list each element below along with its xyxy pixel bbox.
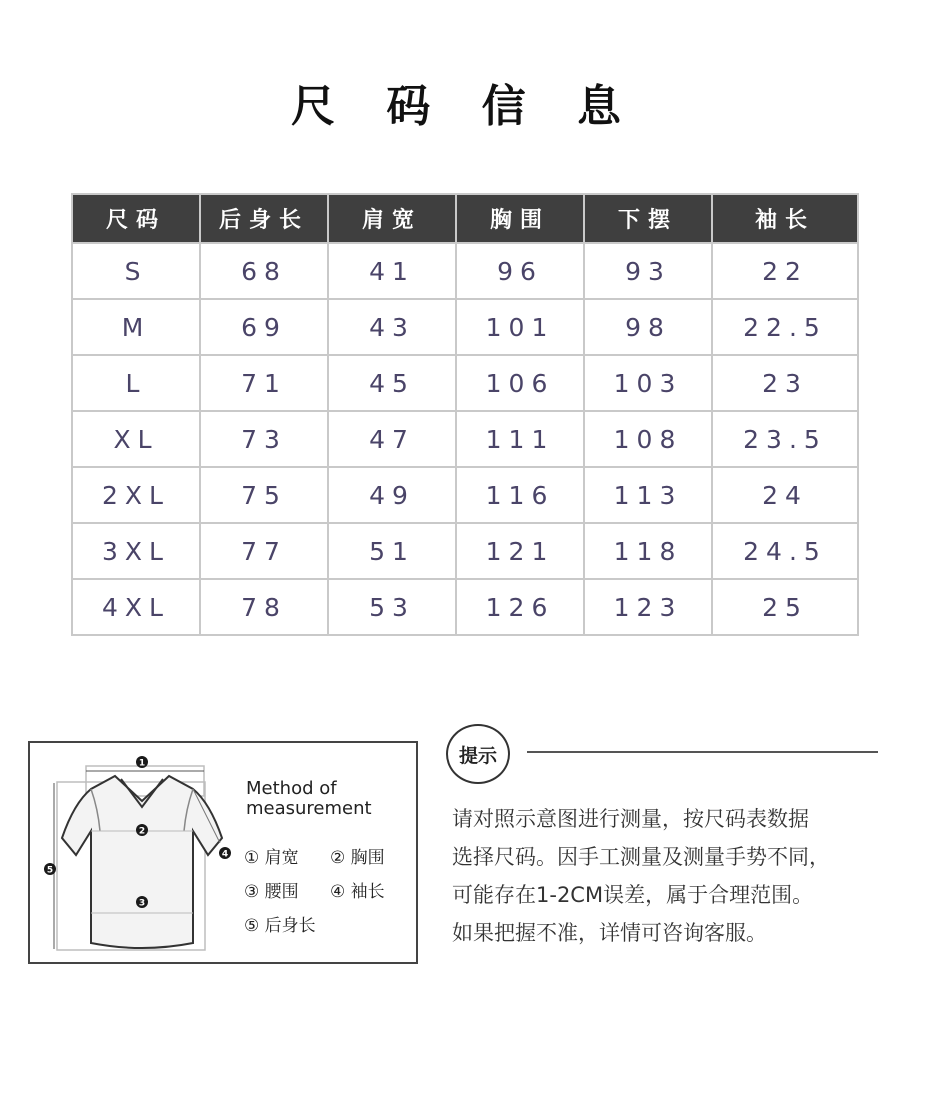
svg-text:4: 4: [221, 849, 229, 860]
table-cell: 2XL: [72, 467, 200, 523]
tip-line-3: 可能存在1-2CM误差，属于合理范围。: [452, 883, 814, 907]
table-cell: M: [72, 299, 200, 355]
table-cell: 22.5: [712, 299, 858, 355]
table-cell: 22: [712, 243, 858, 299]
table-cell: 71: [200, 355, 328, 411]
table-cell: 121: [456, 523, 584, 579]
header-shoulder-width: 肩宽: [328, 194, 456, 243]
table-cell: 69: [200, 299, 328, 355]
table-cell: 111: [456, 411, 584, 467]
legend-shoulder-width: ① 肩宽: [244, 848, 299, 868]
table-cell: 53: [328, 579, 456, 635]
table-cell: 106: [456, 355, 584, 411]
table-row: [72, 411, 858, 467]
table-cell: 73: [200, 411, 328, 467]
legend-back-length: ⑤ 后身长: [244, 916, 316, 936]
svg-text:1: 1: [138, 758, 146, 769]
marker-1-icon: [136, 756, 148, 769]
table-cell: 98: [584, 299, 712, 355]
tip-divider: [527, 751, 878, 753]
table-cell: 75: [200, 467, 328, 523]
table-cell: 123: [584, 579, 712, 635]
table-cell: 77: [200, 523, 328, 579]
method-title: Method of measurement: [246, 778, 372, 819]
table-cell: 24.5: [712, 523, 858, 579]
svg-text:3: 3: [138, 898, 146, 909]
table-cell: 25: [712, 579, 858, 635]
table-cell: 41: [328, 243, 456, 299]
tip-badge: [446, 724, 510, 784]
table-cell: 23.5: [712, 411, 858, 467]
table-cell: 23: [712, 355, 858, 411]
table-cell: 49: [328, 467, 456, 523]
table-cell: 51: [328, 523, 456, 579]
table-row: [72, 355, 858, 411]
marker-2-icon: [136, 824, 148, 837]
table-cell: 108: [584, 411, 712, 467]
tip-line-2: 选择尺码。因手工测量及测量手势不同，: [452, 845, 830, 869]
size-table: [71, 193, 859, 636]
table-header-row: [72, 194, 858, 243]
table-cell: 3XL: [72, 523, 200, 579]
measurement-markers: [30, 743, 240, 962]
table-row: [72, 299, 858, 355]
header-hem: 下摆: [584, 194, 712, 243]
tip-label: 提示: [458, 744, 497, 767]
marker-4-icon: [219, 847, 231, 860]
table-cell: 118: [584, 523, 712, 579]
header-sleeve-length: 袖长: [712, 194, 858, 243]
table-cell: 113: [584, 467, 712, 523]
table-cell: 96: [456, 243, 584, 299]
table-cell: 4XL: [72, 579, 200, 635]
marker-5-icon: [44, 863, 56, 876]
table-cell: 24: [712, 467, 858, 523]
measurement-diagram: [28, 741, 418, 964]
table-cell: 45: [328, 355, 456, 411]
tip-line-1: 请对照示意图进行测量，按尺码表数据: [452, 807, 809, 831]
table-cell: L: [72, 355, 200, 411]
tip-line-4: 如果把握不准，详情可咨询客服。: [452, 921, 767, 945]
table-cell: 68: [200, 243, 328, 299]
table-cell: 116: [456, 467, 584, 523]
table-row: [72, 579, 858, 635]
table-cell: 78: [200, 579, 328, 635]
page-title: 尺 码 信 息: [291, 81, 639, 132]
svg-text:2: 2: [138, 826, 146, 837]
table-cell: S: [72, 243, 200, 299]
legend-waist: ③ 腰围: [244, 882, 299, 902]
legend-sleeve-length: ④ 袖长: [330, 882, 385, 902]
header-back-length: 后身长: [200, 194, 328, 243]
table-cell: 47: [328, 411, 456, 467]
table-row: [72, 523, 858, 579]
table-cell: 103: [584, 355, 712, 411]
header-chest: 胸围: [456, 194, 584, 243]
tip-text: [452, 800, 912, 952]
table-cell: XL: [72, 411, 200, 467]
table-cell: 43: [328, 299, 456, 355]
marker-3-icon: [136, 896, 148, 909]
table-cell: 101: [456, 299, 584, 355]
table-row: [72, 467, 858, 523]
legend-chest: ② 胸围: [330, 848, 385, 868]
header-size: 尺码: [72, 194, 200, 243]
table-cell: 93: [584, 243, 712, 299]
svg-text:5: 5: [46, 865, 54, 876]
table-row: [72, 243, 858, 299]
table-cell: 126: [456, 579, 584, 635]
